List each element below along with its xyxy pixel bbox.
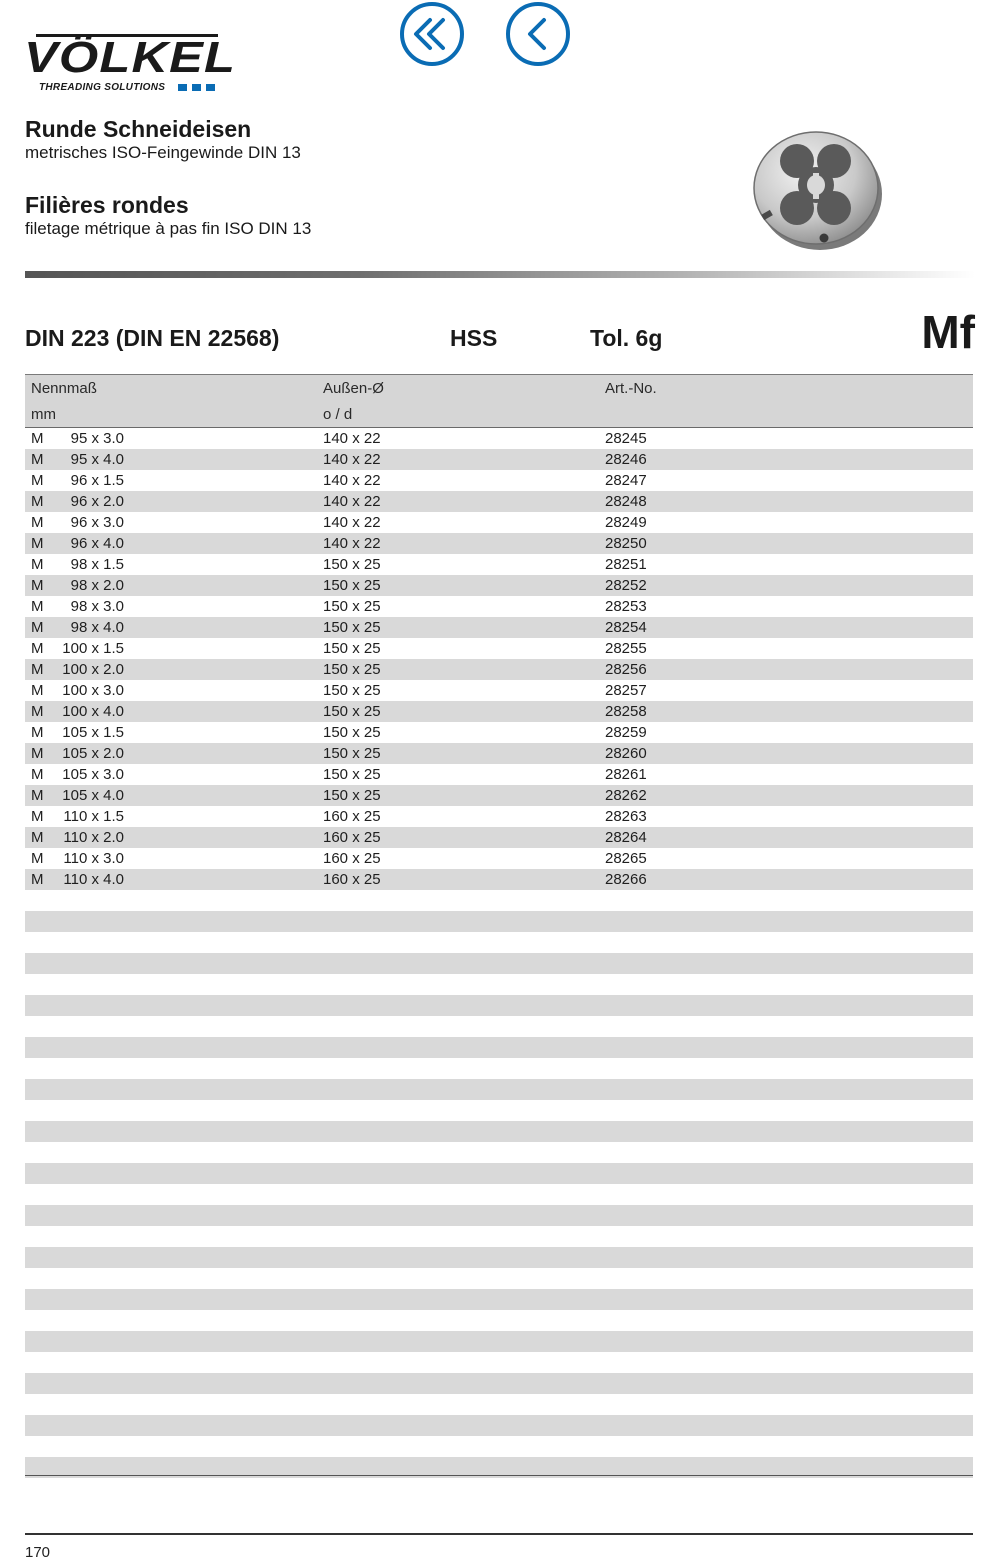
empty-table-row [25, 1436, 973, 1457]
cell-prefix: M [31, 472, 44, 489]
page-title-french: Filières rondes [25, 192, 189, 218]
brand-logo [24, 32, 237, 96]
cell-outer-diameter: 150 x 25 [323, 556, 381, 573]
cell-article-number: 28253 [605, 598, 647, 615]
cell-article-number: 28260 [605, 745, 647, 762]
page-number: 170 [25, 1544, 51, 1561]
table-row [25, 512, 973, 533]
col-header-nominal: Nennmaß [31, 380, 97, 397]
cell-outer-diameter: 150 x 25 [323, 640, 381, 657]
page-subtitle-german: metrisches ISO-Feingewinde DIN 13 [25, 143, 301, 162]
product-table [25, 374, 973, 1478]
cell-article-number: 28258 [605, 703, 647, 720]
cell-prefix: M [31, 493, 44, 510]
cell-nominal-size: 95 x 4.0 [70, 451, 124, 468]
cell-article-number: 28246 [605, 451, 647, 468]
section-divider [25, 271, 975, 278]
cell-prefix: M [31, 661, 44, 678]
empty-table-row [25, 932, 973, 953]
table-row [25, 596, 973, 617]
thread-type-code: Mf [921, 306, 975, 358]
cell-outer-diameter: 160 x 25 [323, 850, 381, 867]
cell-nominal-size: 100 x 1.5 [62, 640, 124, 657]
cell-outer-diameter: 160 x 25 [323, 871, 381, 888]
cell-outer-diameter: 150 x 25 [323, 682, 381, 699]
cell-outer-diameter: 160 x 25 [323, 808, 381, 825]
cell-nominal-size: 96 x 2.0 [70, 493, 124, 510]
cell-outer-diameter: 140 x 22 [323, 493, 381, 510]
cell-prefix: M [31, 619, 44, 636]
table-row [25, 869, 973, 890]
cell-article-number: 28256 [605, 661, 647, 678]
cell-prefix: M [31, 829, 44, 846]
cell-article-number: 28266 [605, 871, 647, 888]
cell-article-number: 28257 [605, 682, 647, 699]
table-row [25, 554, 973, 575]
cell-nominal-size: 110 x 4.0 [63, 871, 124, 888]
table-row [25, 848, 973, 869]
table-row [25, 575, 973, 596]
table-header [25, 374, 973, 428]
spec-tolerance: Tol. 6g [590, 325, 663, 351]
cell-nominal-size: 96 x 3.0 [70, 514, 124, 531]
round-die-image [752, 128, 884, 252]
table-row [25, 449, 973, 470]
cell-article-number: 28259 [605, 724, 647, 741]
cell-prefix: M [31, 724, 44, 741]
cell-outer-diameter: 150 x 25 [323, 745, 381, 762]
table-row [25, 722, 973, 743]
logo-wordmark: VÖLKEL [24, 33, 237, 82]
cell-prefix: M [31, 766, 44, 783]
first-page-button[interactable] [399, 1, 465, 67]
col-unit-outer-diameter: o / d [323, 406, 353, 423]
cell-outer-diameter: 150 x 25 [323, 703, 381, 720]
table-row [25, 785, 973, 806]
empty-table-row [25, 890, 973, 911]
cell-article-number: 28255 [605, 640, 647, 657]
previous-page-button[interactable] [505, 1, 571, 67]
cell-outer-diameter: 140 x 22 [323, 514, 381, 531]
cell-prefix: M [31, 535, 44, 552]
empty-table-row [25, 1289, 973, 1310]
empty-table-row [25, 1016, 973, 1037]
table-row [25, 638, 973, 659]
col-header-article-number: Art.-No. [605, 380, 657, 397]
cell-article-number: 28254 [605, 619, 647, 636]
cell-outer-diameter: 150 x 25 [323, 724, 381, 741]
table-row [25, 827, 973, 848]
cell-prefix: M [31, 787, 44, 804]
cell-nominal-size: 105 x 1.5 [62, 724, 124, 741]
cell-outer-diameter: 140 x 22 [323, 535, 381, 552]
cell-article-number: 28265 [605, 850, 647, 867]
cell-nominal-size: 100 x 3.0 [62, 682, 124, 699]
cell-article-number: 28248 [605, 493, 647, 510]
cell-outer-diameter: 140 x 22 [323, 430, 381, 447]
cell-prefix: M [31, 556, 44, 573]
table-body [25, 428, 973, 1478]
cell-article-number: 28250 [605, 535, 647, 552]
empty-table-row [25, 1184, 973, 1205]
col-header-outer-diameter: Außen-Ø [323, 380, 384, 397]
empty-table-row [25, 1100, 973, 1121]
cell-article-number: 28263 [605, 808, 647, 825]
cell-outer-diameter: 160 x 25 [323, 829, 381, 846]
empty-table-row [25, 1142, 973, 1163]
cell-nominal-size: 95 x 3.0 [70, 430, 124, 447]
table-row [25, 701, 973, 722]
table-row [25, 617, 973, 638]
double-chevron-left-icon [399, 1, 465, 67]
empty-table-row [25, 1058, 973, 1079]
cell-prefix: M [31, 577, 44, 594]
cell-outer-diameter: 150 x 25 [323, 619, 381, 636]
table-row [25, 428, 973, 449]
empty-table-row [25, 1415, 973, 1436]
cell-outer-diameter: 150 x 25 [323, 766, 381, 783]
empty-table-row [25, 1352, 973, 1373]
table-row [25, 491, 973, 512]
cell-article-number: 28251 [605, 556, 647, 573]
cell-article-number: 28249 [605, 514, 647, 531]
empty-table-row [25, 1310, 973, 1331]
empty-table-row [25, 953, 973, 974]
empty-table-row [25, 1331, 973, 1352]
cell-outer-diameter: 140 x 22 [323, 451, 381, 468]
cell-nominal-size: 98 x 1.5 [70, 556, 124, 573]
empty-table-row [25, 1205, 973, 1226]
cell-outer-diameter: 140 x 22 [323, 472, 381, 489]
cell-nominal-size: 98 x 2.0 [70, 577, 124, 594]
title-block-french [25, 192, 311, 240]
cell-nominal-size: 98 x 4.0 [70, 619, 124, 636]
cell-nominal-size: 100 x 4.0 [62, 703, 124, 720]
empty-table-row [25, 1394, 973, 1415]
cell-outer-diameter: 150 x 25 [323, 661, 381, 678]
empty-table-row [25, 995, 973, 1016]
cell-prefix: M [31, 808, 44, 825]
chevron-left-icon [505, 1, 571, 67]
cell-prefix: M [31, 514, 44, 531]
spec-row [25, 306, 975, 358]
cell-prefix: M [31, 598, 44, 615]
cell-article-number: 28261 [605, 766, 647, 783]
empty-table-row [25, 1163, 973, 1184]
table-row [25, 764, 973, 785]
logo-squares [178, 84, 215, 91]
cell-nominal-size: 110 x 3.0 [63, 850, 124, 867]
table-row [25, 659, 973, 680]
empty-table-row [25, 911, 973, 932]
empty-table-row [25, 1121, 973, 1142]
footer-rule [25, 1533, 973, 1535]
page-title-german: Runde Schneideisen [25, 116, 252, 142]
col-unit-nominal: mm [31, 406, 56, 423]
table-row [25, 680, 973, 701]
cell-nominal-size: 105 x 4.0 [62, 787, 124, 804]
cell-prefix: M [31, 451, 44, 468]
cell-prefix: M [31, 745, 44, 762]
table-row [25, 470, 973, 491]
empty-table-row [25, 1079, 973, 1100]
title-block-german [25, 116, 301, 164]
cell-nominal-size: 110 x 2.0 [63, 829, 124, 846]
cell-prefix: M [31, 640, 44, 657]
cell-outer-diameter: 150 x 25 [323, 598, 381, 615]
table-bottom-rule [25, 1475, 973, 1476]
cell-prefix: M [31, 682, 44, 699]
cell-nominal-size: 98 x 3.0 [70, 598, 124, 615]
table-row [25, 743, 973, 764]
spec-standard: DIN 223 (DIN EN 22568) [25, 325, 280, 351]
cell-outer-diameter: 150 x 25 [323, 787, 381, 804]
empty-table-row [25, 1037, 973, 1058]
cell-prefix: M [31, 871, 44, 888]
cell-nominal-size: 100 x 2.0 [62, 661, 124, 678]
cell-article-number: 28262 [605, 787, 647, 804]
empty-table-row [25, 1373, 973, 1394]
cell-article-number: 28264 [605, 829, 647, 846]
cell-nominal-size: 110 x 1.5 [63, 808, 124, 825]
cell-prefix: M [31, 430, 44, 447]
cell-nominal-size: 105 x 3.0 [62, 766, 124, 783]
cell-prefix: M [31, 850, 44, 867]
cell-article-number: 28252 [605, 577, 647, 594]
logo-tagline: THREADING SOLUTIONS [39, 82, 166, 93]
empty-table-row [25, 1226, 973, 1247]
empty-table-row [25, 974, 973, 995]
cell-nominal-size: 105 x 2.0 [62, 745, 124, 762]
empty-table-row [25, 1247, 973, 1268]
cell-article-number: 28245 [605, 430, 647, 447]
empty-table-row [25, 1268, 973, 1289]
cell-nominal-size: 96 x 1.5 [70, 472, 124, 489]
table-row [25, 806, 973, 827]
table-row [25, 533, 973, 554]
page-subtitle-french: filetage métrique à pas fin ISO DIN 13 [25, 219, 312, 238]
cell-outer-diameter: 150 x 25 [323, 577, 381, 594]
cell-article-number: 28247 [605, 472, 647, 489]
cell-nominal-size: 96 x 4.0 [70, 535, 124, 552]
cell-prefix: M [31, 703, 44, 720]
spec-material: HSS [450, 325, 498, 351]
